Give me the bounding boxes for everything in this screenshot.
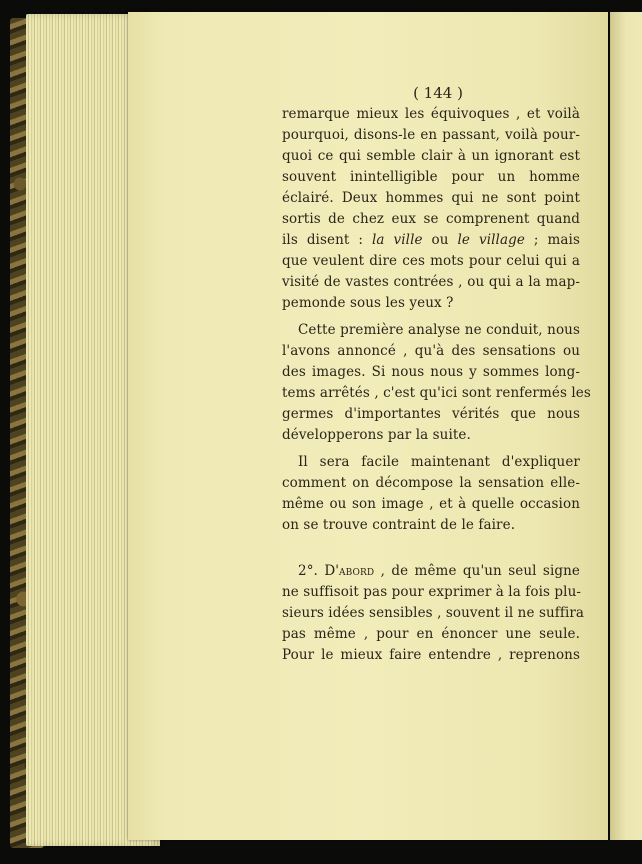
paragraph-3 [282, 454, 580, 538]
text-line: tems arrêtés , c'est qu'ici sont renfermés les [282, 385, 591, 401]
text-line: éclairé. Deux hommes qui ne sont point [282, 190, 580, 206]
text-line: sieurs idées sensibles , souvent il ne suffira [282, 605, 585, 621]
text-line: l'avons annoncé , qu'à des sensations ou [282, 343, 580, 359]
text-line: pas même , pour en énoncer une seule. [282, 626, 580, 642]
paragraph-2 [282, 322, 591, 448]
text-line: germes d'importantes vérités que nous [282, 406, 580, 422]
text-line: Cette première analyse ne conduit, nous [298, 322, 580, 338]
text-line: que veulent dire ces mots pour celui qui a [282, 253, 580, 269]
text-line: quoi ce qui semble clair à un ignorant est [282, 148, 580, 164]
text-line: ne suffisoit pas pour exprimer à la fois plu- [282, 584, 582, 600]
text-line: souvent inintelligible pour un homme [282, 169, 580, 185]
paragraph-4 [282, 563, 585, 668]
text-line: pemonde sous les yeux ? [282, 295, 454, 311]
text-line: 2°. D'abord , de même qu'un seul signe [298, 563, 580, 579]
text-line: Il sera facile maintenant d'expliquer [298, 454, 580, 470]
text-line: Pour le mieux faire entendre , reprenons [282, 647, 580, 663]
italic-text: la ville [371, 232, 423, 248]
text-line: comment on décompose la sensation elle- [282, 475, 580, 491]
text-line: on se trouve contraint de le faire. [282, 517, 516, 533]
facing-page-sliver [610, 12, 642, 840]
page-number: ( 144 ) [413, 84, 463, 102]
text-line: pourquoi, disons-le en passant, voilà pour- [282, 127, 580, 143]
text-line-with-italics: ils disent : la ville ou le village ; mais [282, 232, 580, 248]
text-line: des images. Si nous nous y sommes long- [282, 364, 580, 380]
small-caps-word: D'abord [324, 563, 375, 579]
text-line: développerons par la suite. [282, 427, 471, 443]
text-line: remarque mieux les équivoques , et voilà [282, 106, 580, 122]
text-line: sortis de chez eux se comprenent quand [282, 211, 580, 227]
text-line: visité de vastes contrées , ou qui a la map- [282, 274, 580, 290]
text-line: même ou son image , et à quelle occasion [282, 496, 580, 512]
italic-text: le village [457, 232, 525, 248]
page-text [282, 106, 591, 668]
paragraph-1 [282, 106, 580, 316]
